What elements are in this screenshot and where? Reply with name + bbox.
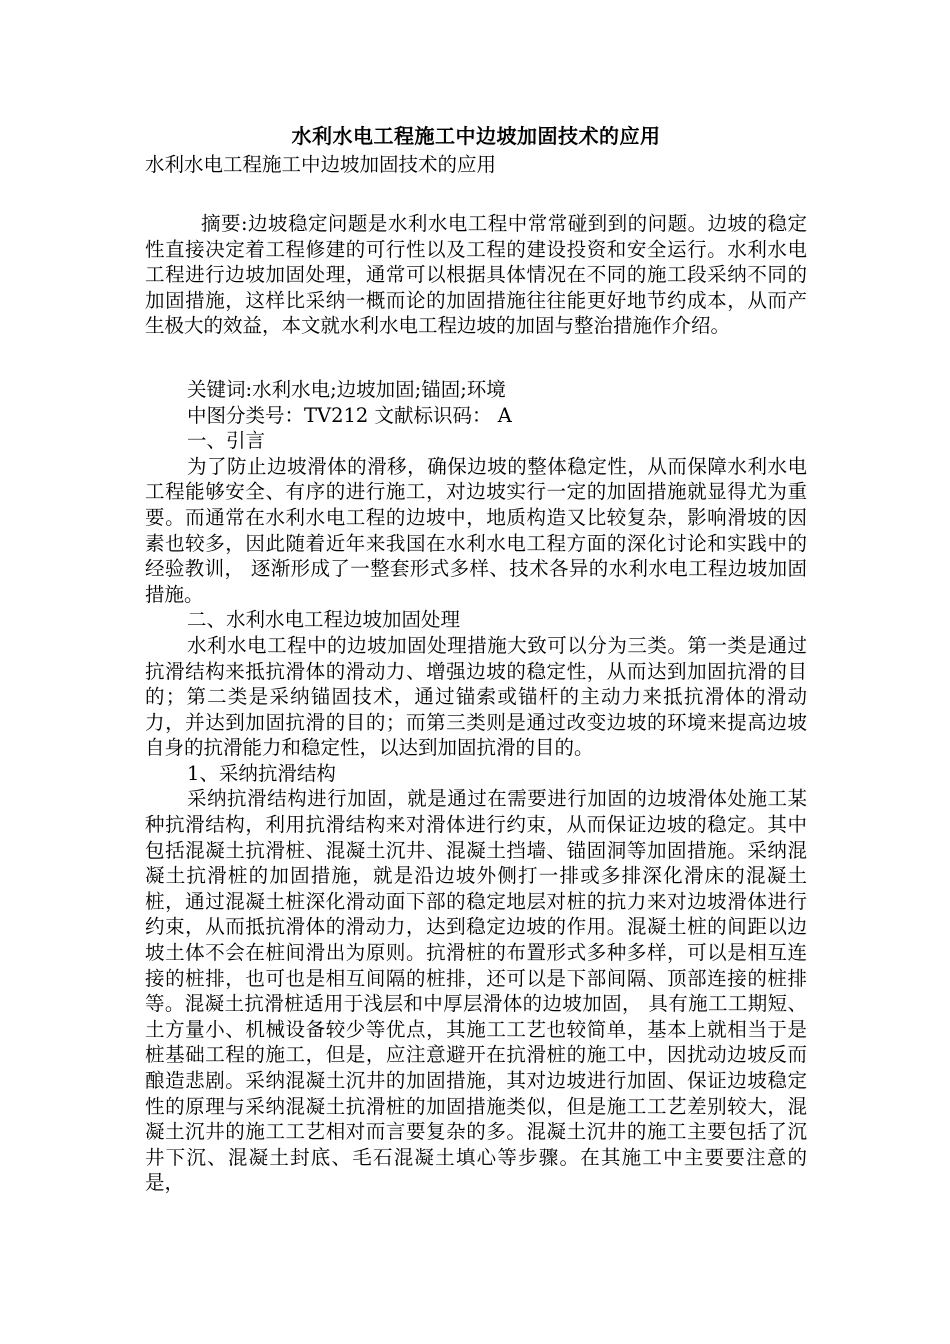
spacer (145, 177, 807, 211)
keywords-line: 关键词:水利水电;边坡加固;锚固;环境 (187, 377, 506, 401)
classification-line: 中图分类号：TV212 文献标识码： A (187, 403, 512, 427)
section-heading-slope-reinforcement: 二、水利水电工程边坡加固处理 (187, 608, 461, 632)
section-heading-introduction: 一、引言 (187, 429, 266, 453)
slope-reinforcement-paragraph: 水利水电工程中的边坡加固处理措施大致可以分为三类。第一类是通过抗滑结构来抵抗滑体的滑动力、增强边坡的稳定性，从而达到加固抗滑的目的；第二类是采纳锚固技术，通过锚索或锚杆的主动力来抵抗滑体的滑动力，并达到加固抗滑的目的；而第三类则是通过改变边坡的环境来提高边坡自身的抗滑能力和稳定性，以达到加固抗滑的目的。 (145, 633, 807, 760)
document-title: 水利水电工程施工中边坡加固技术的应用 (291, 124, 661, 148)
spacer (145, 339, 807, 377)
anti-slide-structure-paragraph: 采纳抗滑结构进行加固，就是通过在需要进行加固的边坡滑体处施工某种抗滑结构，利用抗滑结构来对滑体进行约束，从而保证边坡的稳定。其中包括混凝土抗滑桩、混凝土沉井、混凝土挡墙、锚固洞等加固措施。采纳混凝土抗滑桩的加固措施，就是沿边坡外侧打一排或多排深化滑床的混凝土桩，通过混凝土桩深化滑动面下部的稳定地层对桩的抗力来对边坡滑体进行约束，从而抵抗滑体的滑动力，达到稳定边坡的作用。混凝土桩的间距以边坡土体不会在桩间滑出为原则。抗滑桩的布置形式多种多样，可以是相互连接的桩排，也可也是相互间隔的桩排，还可以是下部间隔、顶部连接的桩排等。混凝土抗滑桩适用于浅层和中厚层滑体的边坡加固， 具有施工工期短、土方量小、机械设备较少等优点，其施工工艺也较简单，基本上就相当于是桩基础工程的施工，但是，应注意避开在抗滑桩的施工中，因扰动边坡反而酿造悲剧。采纳混凝土沉井的加固措施，其对边坡进行加固、保证边坡稳定性的原理与采纳混凝土抗滑桩的加固措施类似，但是施工工艺差别较大，混凝土沉井的施工工艺相对而言要复杂的多。混凝土沉井的施工主要包括了沉井下沉、混凝土封底、毛石混凝土填心等步骤。在其施工中主要要注意的是， (145, 787, 807, 1195)
document-subtitle: 水利水电工程施工中边坡加固技术的应用 (145, 153, 497, 176)
abstract-paragraph: 摘要:边坡稳定问题是水利水电工程中常常碰到到的问题。边坡的稳定性直接决定着工程修建的可行性以及工程的建设投资和安全运行。水利水电工程进行边坡加固处理，通常可以根据具体情况在不同的施工段采纳不同的加固措施，这样比采纳一概而论的加固措施往往能更好地节约成本，从而产生极大的效益，本文就水利水电工程边坡的加固与整治措施作介绍。 (145, 212, 807, 338)
introduction-paragraph: 为了防止边坡滑体的滑移，确保边坡的整体稳定性，从而保障水利水电工程能够安全、有序的进行施工，对边坡实行一定的加固措施就显得尤为重要。而通常在水利水电工程的边坡中，地质构造又比较复杂，影响滑坡的因素也较多，因此随着近年来我国在水利水电工程方面的深化讨论和实践中的经验教训， 逐渐形成了一整套形式多样、技术各异的水利水电工程边坡加固措施。 (145, 454, 807, 606)
subsection-heading-anti-slide-structure: 1、采纳抗滑结构 (187, 761, 336, 785)
document-page (145, 120, 807, 1196)
